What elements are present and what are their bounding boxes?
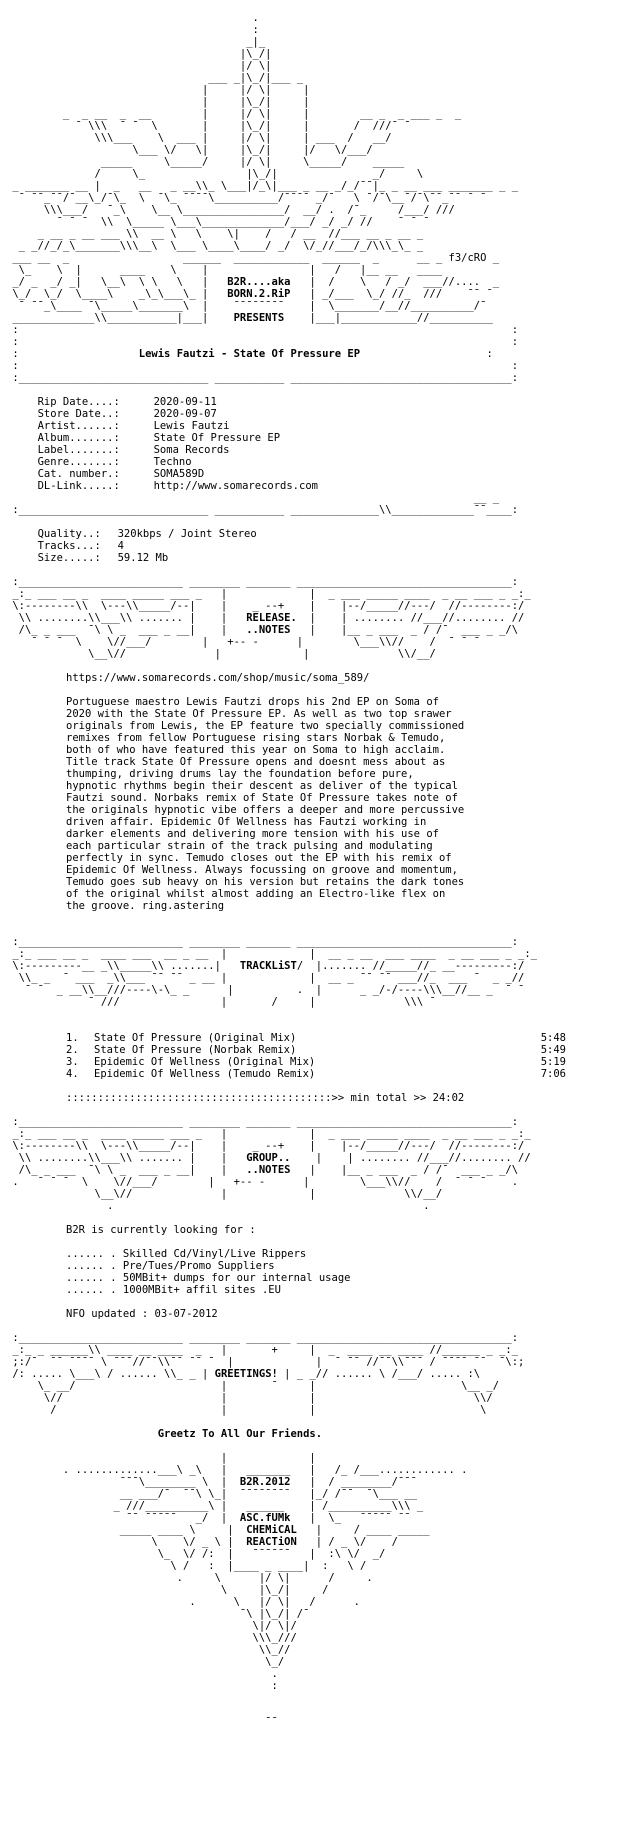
info-row: Artist......: Lewis Fautzi <box>37 420 230 432</box>
tracklist <box>6 1032 626 1080</box>
info-row: Genre.......: Techno <box>37 456 192 468</box>
footer-year-tag: B2R.2012 <box>239 1476 291 1488</box>
nfo-updated: NFO updated : 03-07-2012 <box>66 1308 218 1320</box>
greetings-label: GREETINGS! <box>214 1368 278 1380</box>
tracklist-label: TRACKLiST <box>239 960 297 972</box>
greetings-text-row <box>6 1428 626 1440</box>
info-row: Quality..: 320kbps / Joint Stereo <box>37 528 257 540</box>
info-row: Label.......: Soma Records <box>37 444 230 456</box>
quality-section <box>6 528 626 564</box>
header-art-brand: ___ __ _ ______ ____________ ______ _ __ _ f3/cRO _ \_ \ | ____ \ | | / |__ __ ____ _/ _ _/ _| \__\ \ \ \ | B2R....aka | / \ / _/ ___//.... _ \_/ \_/ \____\ _\_\___\_ | BORN.2.RiP | _/___ \_/ //_ /// ¯¯ ¯ ¯ ¯¯_\____ ¯\_____\_______\ | ¯¯¯¯¯¯¯¯ | \_______/__//__________/¯ _____________\\___________|___| PRESENTS |___|____________//__________ : : <box>6 252 519 336</box>
release-url: https://www.somarecords.com/shop/music/soma_589/ <box>66 672 370 684</box>
track-row: 3. Epidemic Of Wellness (Original Mix) 5:19 <box>66 1056 566 1068</box>
track-row: 1. State Of Pressure (Original Mix) 5:48 <box>66 1032 566 1044</box>
dl-link: http://www.somarecords.com <box>153 480 318 492</box>
footer-credit-2: CHEMiCAL <box>246 1524 297 1536</box>
presents-label: PRESENTS <box>233 312 285 324</box>
rip-info-section <box>6 396 626 492</box>
track-row: 2. State Of Pressure (Norbak Remix) 5:49 <box>66 1044 566 1056</box>
info-row: Size.....: 59.12 Mb <box>37 552 169 564</box>
info-row: Tracks...: 4 <box>37 540 124 552</box>
info-row: Rip Date....: 2020-09-11 <box>37 396 217 408</box>
release-title-row: : : : Lewis Fautzi - State Of Pressure EP : : : :______________________________ ___________ ___________________________________: <box>12 336 519 384</box>
release-description: Portuguese maestro Lewis Fautzi drops his 2nd EP on Soma of 2020 with the State Of Pressure EP. As well as two top srawer originals from Lewis, the EP feature two specially commissioned remixes from fellow Portuguese rising stars Norbak & Temudo, both of who have featured this year on Soma to high acclaim. Title track State Of Pressure opens and doesnt mess about as thumping, driving drums lay the foundation before pure, hypnotic rhythms begin their descent as deliver of the typical Fautzi sound. Norbaks remix of State Of Pressure takes note of the originals hypnotic vibe offers a deeper and more percussive driven affair. Epidemic Of Wellness has Fautzi working in darker elements and delivering more tension with his use of each particular strain of the track pulsing and modulating perfectly in sync. Temudo closes out the EP with his remix of Epidemic Of Wellness. Always focussing on groove and momentum, Temudo goes sub heavy on his version but retains the dark tones of the original whilst almost adding an Electro-like flex on the groove. ring.astering <box>66 696 465 912</box>
total-time: ::::::::::::::::::::::::::::::::::::::::::>> min total >> 24:02 <box>66 1092 465 1104</box>
track-row: 4. Epidemic Of Wellness (Temudo Remix) 7:06 <box>66 1068 566 1080</box>
greetings-divider: :__________________________ ________ _______ __________________________________: _:_ _ ______\\ ____ __ ____ _ | + | _ ____ __ ____ //______ _ _:_ ;:/¯ ¯¯ ¯¯¯¯ \ ¯¯¯//¯¯\\¯¯ ¯¯ ¯ | | ¯ ¯¯ //¯¯\\¯¯¯ / ¯¯¯¯ ¯¯ ¯\:; /: ..... \___\ / ...... \\_ _ | GREETINGS! | _ _// ...... \ /___/ ..... :\ \_ __/ | ¯ | \__ _/ \// | | \\/ / | | \ <box>12 1332 525 1416</box>
header-tag: f3/cRO <box>448 252 487 264</box>
group-intro: B2R is currently looking for : <box>66 1224 256 1236</box>
footer-art: | | . .............___\ _\ | _______ | /_ /___............ . ¯¯¯\________ \ | B2R.2012 | / ________/¯¯¯ __ ___/¯ ¯¯\ \_| ¯¯¯¯¯¯¯¯ |_/ /¯¯ ¯\___ __ _ ///__________\ | ______ | /__________\\\ _ ¯¯ ¯¯¯¯¯ _/ | ASC.fUMk | \_ ¯¯¯¯¯ ¯¯ _____ ____ \ | CHEMiCAL | / ____ _____ \ \/ _ \ | REACTiON | / _ \/ / \_ \/ /: | ¯¯¯¯¯¯ | :\ \/ _/ \ / : |____ _ ____| : \ / . \ |/ \| / . \ |\_/| / . \ |/ \| / . ¯\ |\_/| /¯ \|/ \|/ \\\_/// \\_// \_/ . : ¯¯ <box>62 1452 468 1728</box>
info-row: DL-Link.....: http://www.somarecords.com <box>37 480 318 492</box>
tracklist-divider: :__________________________ ________ _______ __________________________________: _:_ ___ __ _ ____ ___ __ _ __ | | __ _ __ ___ ____ _ __ ___ _ _:_ \:---------__ _\\_____\\ .......| TRACKLiST/ |....... //_____//_ __---------:/ \\_ _ ¯ ___ _\\___ ¯¯ ¯¯ _ __ | | __ _ ¯¯ ¯¯ ___//_ ___ ¯ _ _// ¯ ¯ _ __\\__///----\-\_ _ | . | _ _/-/----\\\__//__ _ ¯ ¯ ¯ /// | / | \\\ ¯ <box>12 936 538 1008</box>
group-notes-divider: :__________________________ ________ _______ __________________________________: _:_ ___ __ _ ____ _____ ___ _ | | _ ___ _____ ____ _ __ ___ _ _:_ \:--------\\ \---\\_____/--| | _ --+ | |--/_____//---/ //--------:/ \\ ........\\___\\ ....... | | GROUP.. | | ........ //___//........ // /\_ _ ___ ¯\ \ _ ___ _ __| | ..NOTES | |__ _ ___ _ / /¯ ___ _ _/\ . ¯ ¯ ¯ \ \//___/ | +-- - | \___\\// / ¯ ¯ ¯ . \__\// | | \\/__/ . . <box>12 1116 531 1212</box>
info-row: Album.......: State Of Pressure EP <box>37 432 281 444</box>
brand-line-1: B2R....aka <box>227 276 291 288</box>
release-notes-divider: :__________________________ ________ _______ __________________________________: _:_ ___ __ _ ____ _____ ___ _ | | _ ___ _____ ____ _ __ ___ _ _:_ \:--------\\ \---\\_____/--| | _ --+ | |--/_____//---/ //--------:/ \\ ........\\___\\ ....... | | RELEASE. | | ........ //___//........ // /\_ _ ___ ¯\ \ _ ___ _ __| | ..NOTES | |__ _ ___ _ / /¯ ___ _ _/\ ¯ ¯ ¯ \ \//___/ | +-- - | \___\\// / ¯ ¯ ¯ \__\// | | \\/__/ <box>12 576 531 660</box>
release-title: Lewis Fautzi - State Of Pressure EP <box>138 348 361 360</box>
header-art-top: . : _|_ |\_/| |/ \| ___ _|\_/|___ _ | |/ \| | | |\_/| | _ _ __ _ __ | |/ \| | __ _ _ ___ _ _ ¯ \\\ ¯ ¯ \ | |\_/| | / ///¯ ¯ \\\___ \ ___ | |/ \| | ___ / __/ \___ \/ \| |\_/| |/ \/___/ _____ \_____/ |/ \| \_____/ _____ / \_ |\_/| _/ \ _ _______ __ | _ __ _ __\\_ \___|/_\|___ _ __ _/_/¯¯|_ _ __ ___ _______ _ _ ¯ ¯¯_¯¯/¯__\_/¯\_ \ ¯\_ ¯¯¯¯\__________/¯¯¯¯ _/¯ \ ¯/¯\__¯/¯\¯¯_¯¯ ¯ ¯ \\\___/ ¯_\ \__ \________________/ __/ . /¯_ /___/ /// ¯ ¯ ¯ \\ \_____ \___\_____________/___/ _/ _/ // ¯ ¯ ¯ _ __ _ __ ___ \\ __ \ \ \| / / __ //___ __ _ __ _ _ _//_/_\_______\\\__\ \___ \____\____/ _/ \/_//___/_/\\\_\_ _ <box>12 12 519 252</box>
footer-credit-1: ASC.fUMk <box>239 1512 291 1524</box>
info-row: Store Date..: 2020-09-07 <box>37 408 217 420</box>
nfo-document: . : _|_ |\_/| |/ \| ___ _|\_/|___ _ | |/ \| | | |\_/| | _ _ __ _ __ | |/ \| | __ _ _ ___ _ _ ¯ \\\ ¯ ¯ \ | |\_/| | / ///¯ ¯ \\\___ \ ___ | |/ \| | ___ / __/ \___ \/ \| |\_/| |/ \/___/ _____ \_____/ |/ \| \_____/ _____ / \_ |\_/| _/ \ _ _______ __ | _ __ _ __\\_ \___|/_\|___ _ __ _/_/¯¯|_ _ __ ___ _______ _ _ ¯ ¯¯_¯¯/¯__\_/¯\_ \ ¯\_ ¯¯¯¯\__________/¯¯¯¯ _/¯ \ ¯/¯\__¯/¯\¯¯_¯¯ ¯ ¯ \\\___/ ¯_\ \__ \________________/ __/ . /¯_ /___/ /// ¯ ¯ ¯ \\ \_____ \___\_____________/___/ _/ _/ // ¯ ¯ ¯ _ __ _ __ ___ \\ __ \ \ \| / / __ //___ __ _ __ _ _ _//_/_\_______\\\__\ \___ \____\____/ _/ \/_//___/_/\\\_\_ _ ___ __ _ ______ ____________ ______ _ __ _ f3/cRO _ \_ \ | ____ \ | | / |__ __ ____ _/ _ _/ _| \__\ \ \ \ | B2R....aka | / \ / _/ ___//.... _ \_/ \_/ \____\ _\_\___\_ | BORN.2.RiP | _/___ \_/ //_ /// ¯¯ ¯ ¯ ¯¯_\____ ¯\_____\_______\ | ¯¯¯¯¯¯¯¯ | \_______/__//__________/¯ _____________\\___________|___| PRESENTS |___|____________//__________ : : : : : Lewis Fautzi - State Of Pressure EP : : : :______________________________ ___________ ___________________________________: Rip Date....: 2020-09-11 Store Date..: 2020-09-07 Artist......: Lewis Fautzi Album.......: State Of Pressure EP Label.......: Soma Records Genre.......: Techno Cat. number.: SOMA589D DL-Link.....: http://www.somarecords.com __ _ :______________________________ ___________ ______________\\_____________¯¯____: Quality..: 320kbps / Joint Stereo Tracks...: 4 Size.....: 59.12 Mb :__________________________ ________ _______ __________________________________: _:_ ___ __ _ ____ _____ ___ _ | | _ ___ _____ ____ _ __ ___ _ _:_ \:--------\\ \---\\_____/--| | _ --+ | |--/_____//---/ //--------:/ \\ ........\\___\\ ....... | | RELEASE. | | ........ //___//........ // /\_ _ ___ ¯\ \ _ ___ _ __| | ..NOTES | |__ _ ___ _ / /¯ ___ _ _/\ ¯ ¯ ¯ \ \//___/ | +-- - | \___\\// / ¯ ¯ ¯ \__\// | | \\/__/ https://www.somarecords.com/shop/music/soma_589/ Portuguese maestro Lewis Fautzi drops his 2nd EP on Soma of 2020 with the State Of Pressure EP. As well as two top srawer originals from Lewis, the EP feature two specially commissioned remixes from fellow Portuguese rising stars Norbak & Temudo, both of who have featured this year on Soma to high acclaim. Title track State Of Pressure opens and doesnt mess about as thumping, driving drums lay the foundation before pure, hypnotic rhythms begin their descent as deliver of the typical Fautzi sound. Norbaks remix of State Of Pressure takes note of the originals hypnotic vibe offers a deeper and more percussive driven affair. Epidemic Of Wellness has Fautzi working in darker elements and delivering more tension with his use of each particular strain of the track pulsing and modulating perfectly in sync. Temudo closes out the EP with his remix of Epidemic Of Wellness. Always focussing on groove and momentum, Temudo goes sub heavy on his version but retains the dark tones of the original whilst almost adding an Electro-like flex on the groove. ring.astering :__________________________ ________ _______ __________________________________: _:_ ___ __ _ ____ ___ __ _ __ | | __ _ __ ___ ____ _ __ ___ _ _:_ \:---------__ _\\_____\\ .......| TRACKLiST/ |....... //_____//_ __---------:/ \\_ _ ¯ ___ _\\___ ¯¯ ¯¯ _ __ | | __ _ ¯¯ ¯¯ ___//_ ___ ¯ _ _// ¯ ¯ _ __\\__///----\-\_ _ | . | _ _/-/----\\\__//__ _ ¯ ¯ ¯ /// | / | \\\ ¯ 1. State Of Pressure (Original Mix) 5:48 2. State Of Pressure (Norbak Remix) 5:49 3. Epidemic Of Wellness (Original Mix) 5:19 4. Epidemic Of Wellness (Temudo Remix) 7:06 ::::::::::::::::::::::::::::::::::::::::::>> min total >> 24:02 :__________________________ ________ _______ __________________________________: _:_ ___ __ _ ____ _____ ___ _ | | _ ___ _____ ____ _ __ ___ _ _:_ \:--------\\ \---\\_____/--| | _ --+ | |--/_____//---/ //--------:/ \\ ........\\___\\ ....... | | GROUP.. | | ........ //___//........ // /\_ _ ___ ¯\ \ _ ___ _ __| | ..NOTES | |__ _ ___ _ / /¯ ___ _ _/\ . ¯ ¯ ¯ \ \//___/ | +-- - | \___\\// / ¯ ¯ ¯ . \__\// | | \\/__/ . . B2R is currently looking for : ...... . Skilled Cd/Vinyl/Live Rippers ...... . Pre/Tues/Promo Suppliers ...... . 50MBit+ dumps for our internal usage ...... . 1000MBit+ affil sites .EU NFO updated : 03-07-2012 :__________________________ ________ _______ __________________________________: _:_ _ ______\\ ____ __ ____ _ | + | _ ____ __ ____ //______ _ _:_ ;:/¯ ¯¯ ¯¯¯¯ \ ¯¯¯//¯¯\\¯¯ ¯¯ ¯ | | ¯ ¯¯ //¯¯\\¯¯¯ / ¯¯¯¯ ¯¯ ¯\:; /: ..... \___\ / ...... \\_ _ | GREETINGS! | _ _// ...... \ /___/ ..... :\ \_ __/ | ¯ | \__ _/ \// | | \\/ / | | \ Greetz To All Our Friends. | | . .............___\ _\ | _______ | /_ /___............ . ¯¯¯\________ \ | B2R.2012 | / ________/¯¯¯ __ ___/¯ ¯¯\ \_| ¯¯¯¯¯¯¯¯ |_/ /¯¯ ¯\___ __ _ ///__________\ | ______ | /__________\\\ _ ¯¯ ¯¯¯¯¯ _/ | ASC.fUMk | \_ ¯¯¯¯¯ ¯¯ _____ ____ \ | CHEMiCAL | / ____ _____ \ \/ _ \ | REACTiON | / _ \/ / \_ \/ /: | ¯¯¯¯¯¯ | :\ \/ _/ \ / : |____ _ ____| : \ / . \ |/ \| / . \ |\_/| / . \ |/ \| / . ¯\ |\_/| /¯ \|/ \|/ \\\_/// \\_// \_/ . : ¯¯ <box>6 0 626 1836</box>
footer-credit-3: REACTiON <box>246 1536 297 1548</box>
brand-line-2: BORN.2.RiP <box>227 288 291 300</box>
info-row: Cat. number.: SOMA589D <box>37 468 205 480</box>
greetings-text: Greetz To All Our Friends. <box>157 1428 323 1440</box>
